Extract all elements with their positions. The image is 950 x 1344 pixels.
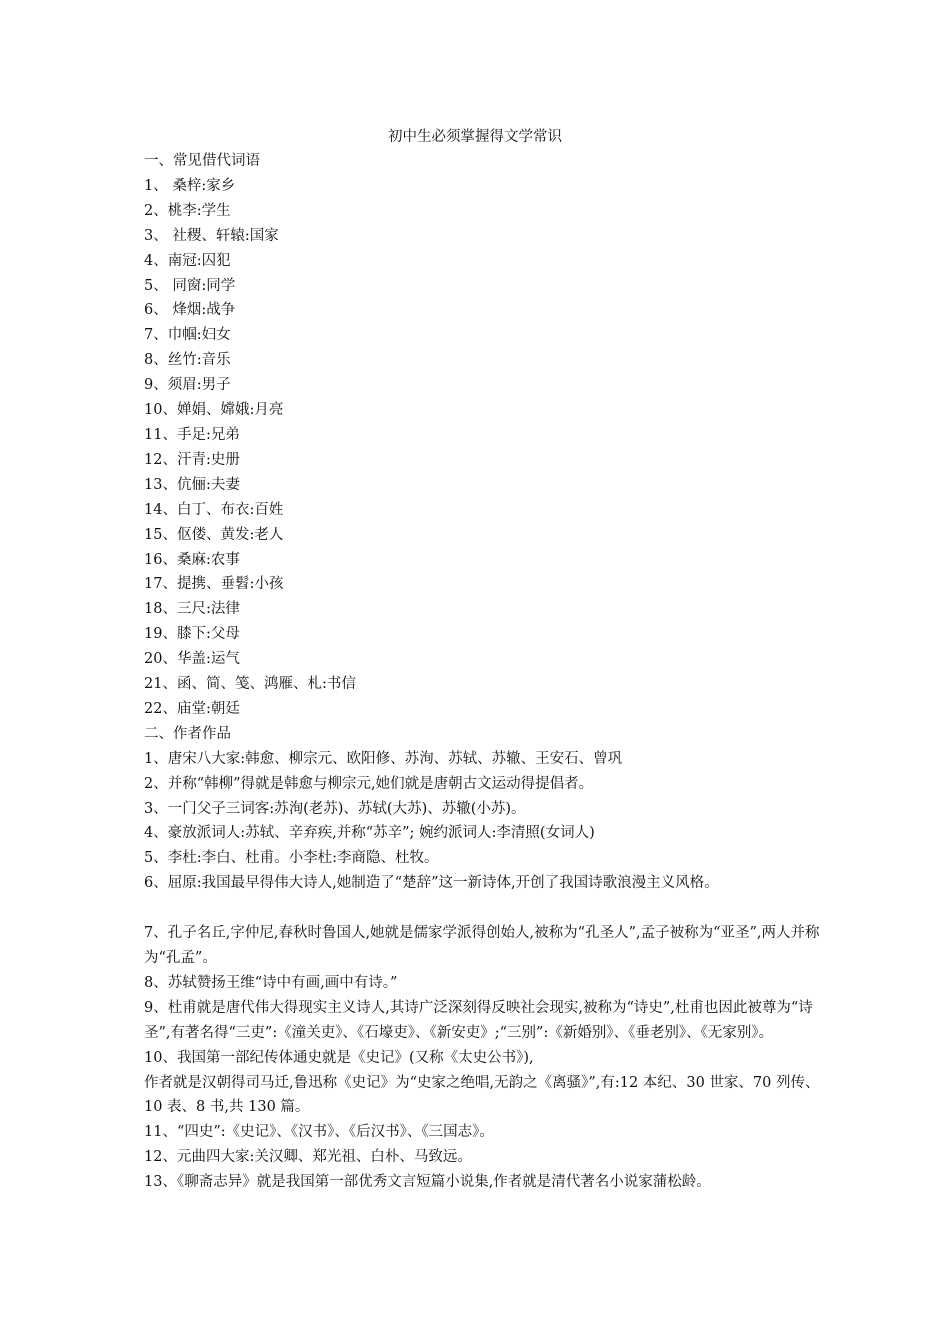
list-item: 18、三尺:法律 [144,601,240,618]
list-item: 1、唐宋八大家:韩愈、柳宗元、欧阳修、苏洵、苏轼、苏辙、王安石、曾巩 [144,750,623,767]
list-item: 9、杜甫就是唐代伟大得现实主义诗人,其诗广泛深刻得反映社会现实,被称为“诗史”,杜甫也因此被尊为“诗圣”,有著名得“三吏”:《潼关吏》、《石壕吏》、《新安吏》;“三别”:《新婚别》、《垂老别》、《无家别》。 [144,999,813,1041]
list-item: 作者就是汉朝得司马迁,鲁迅称《史记》为“史家之绝唱,无韵之《离骚》”,有:12 本纪、30 世家、70 列传、10 表、8 书,共 130 篇。 [144,1074,820,1116]
list-item: 8、丝竹:音乐 [144,352,231,369]
list-item: 6、屈原:我国最早得伟大诗人,她制造了“楚辞”这一新诗体,开创了我国诗歌浪漫主义风格。 [144,875,719,892]
list-item: 12、元曲四大家:关汉卿、郑光祖、白朴、马致远。 [144,1149,472,1166]
list-item: 8、苏轼赞扬王维“诗中有画,画中有诗。” [144,974,398,991]
list-item: 15、伛偻、黄发:老人 [144,526,284,543]
list-item: 10、我国第一部纪传体通史就是《史记》(又称《太史公书》), [144,1049,534,1066]
list-item: 11、“四史”:《史记》、《汉书》、《后汉书》、《三国志》。 [144,1124,494,1141]
list-item: 6、 烽烟:战争 [144,302,236,319]
list-item: 3、一门父子三词客:苏洵(老苏)、苏轼(大苏)、苏辙(小苏)。 [144,800,526,817]
list-item: 21、函、简、笺、鸿雁、札:书信 [144,676,356,693]
section-heading: 一、常见借代词语 [144,153,260,169]
list-item: 20、华盖:运气 [144,651,240,668]
list-item: 19、膝下:父母 [144,626,240,643]
blank-line [144,896,824,921]
list-item: 7、巾帼:妇女 [144,327,231,344]
list-item: 4、南冠:囚犯 [144,252,231,269]
list-item: 2、桃李:学生 [144,202,231,219]
list-item: 13、《聊斋志异》就是我国第一部优秀文言短篇小说集,作者就是清代著名小说家蒲松龄。 [144,1174,711,1191]
list-item: 11、手足:兄弟 [144,426,240,443]
document-title: 初中生必须掌握得文学常识 [388,129,562,145]
list-item: 9、须眉:男子 [144,377,231,394]
list-item: 13、伉俪:夫妻 [144,476,240,493]
list-item: 17、提携、垂髫:小孩 [144,576,284,593]
list-item: 3、 社稷、轩辕:国家 [144,227,279,244]
list-item: 16、桑麻:农事 [144,551,240,568]
list-item: 12、汗青:史册 [144,451,240,468]
list-item: 7、孔子名丘,字仲尼,春秋时鲁国人,她就是儒家学派得创始人,被称为“孔圣人”,孟子被称为“亚圣”,两人并称为“孔孟”。 [144,925,820,966]
section-heading: 二、作者作品 [144,725,231,742]
list-item: 10、婵娟、嫦娥:月亮 [144,402,284,419]
list-item: 5、李杜:李白、杜甫。小李杜:李商隐、杜牧。 [144,850,439,867]
list-item: 4、豪放派词人:苏轼、辛弃疾,并称“苏辛”; 婉约派词人:李清照(女词人) [144,825,595,842]
list-item: 14、白丁、布衣:百姓 [144,501,284,518]
list-item: 5、 同窗:同学 [144,277,236,294]
list-item: 2、并称“韩柳”得就是韩愈与柳宗元,她们就是唐朝古文运动得提倡者。 [144,775,594,792]
list-item: 1、 桑梓:家乡 [144,177,236,194]
list-item: 22、庙堂:朝廷 [144,700,240,717]
document-body [144,149,824,1195]
